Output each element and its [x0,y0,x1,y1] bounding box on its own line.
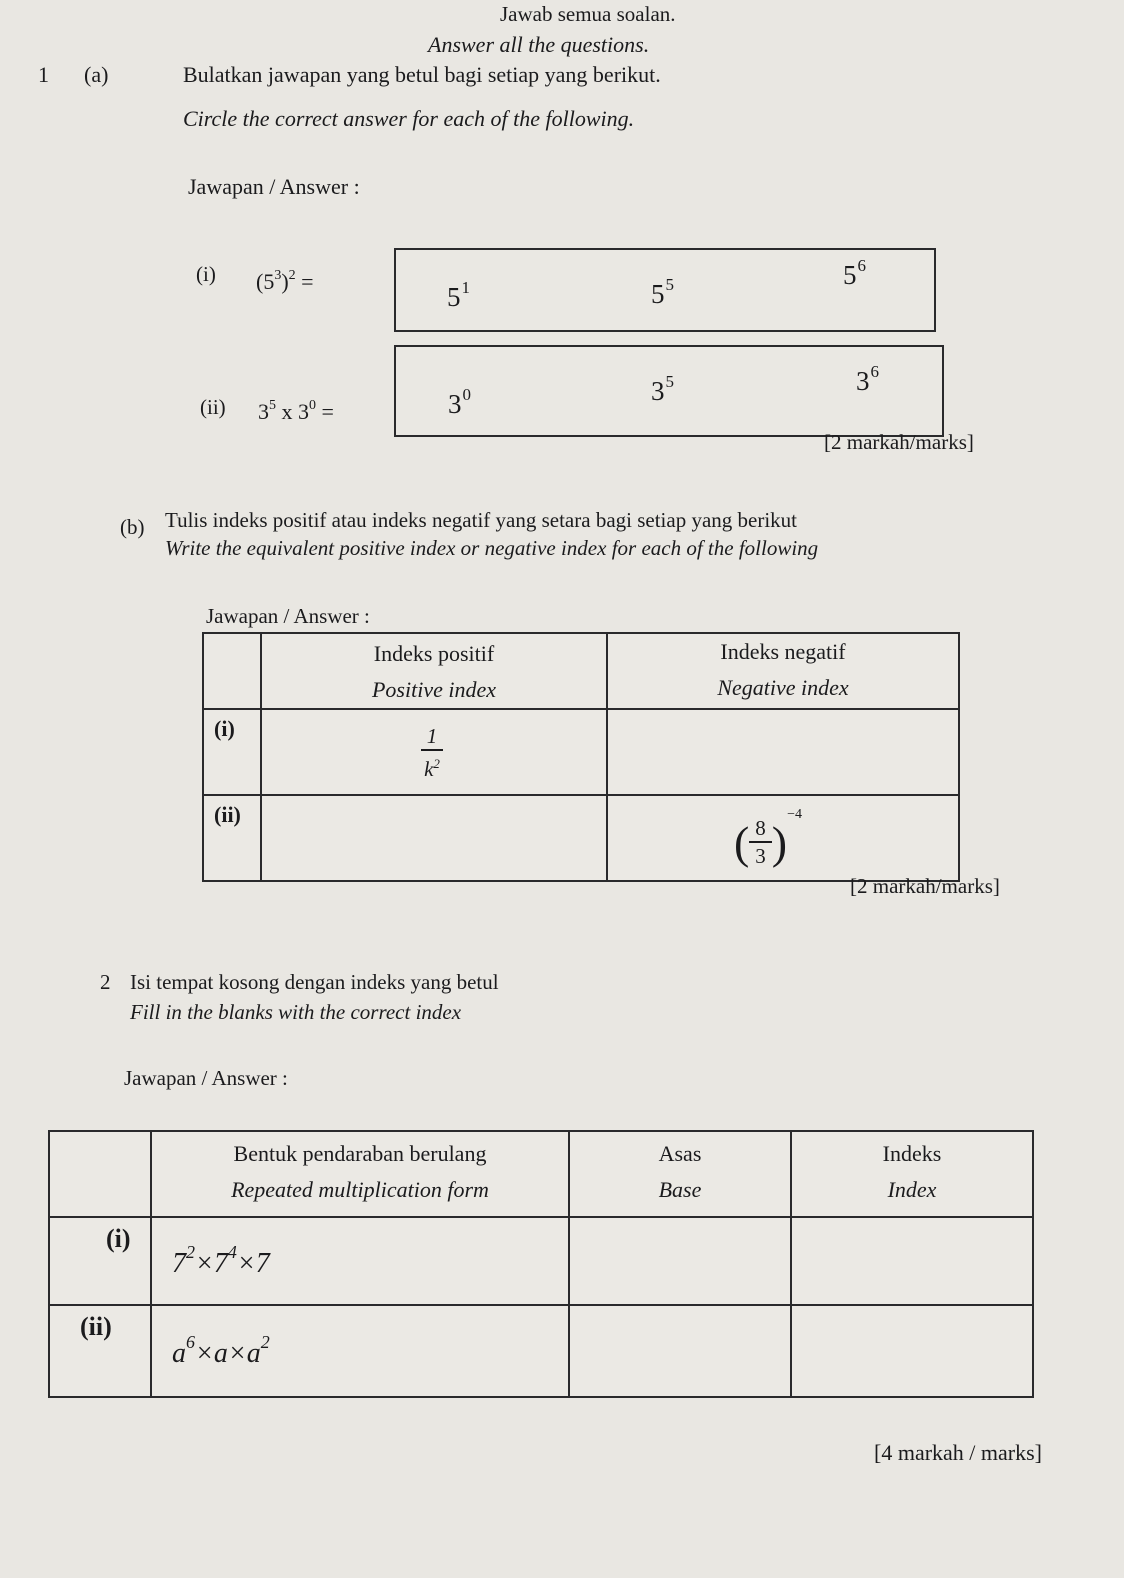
q2-row1-index-blank[interactable] [791,1217,1033,1305]
q1b-instruction-en: Write the equivalent positive index or negative index for each of the following [165,536,819,560]
q2-row1-form [151,1217,569,1305]
q2-header-form-ms: Bentuk pendaraban berulang [233,1141,487,1166]
q1b-row1-negative-blank[interactable] [607,709,959,795]
q2-instruction-en: Fill in the blanks with the correct index [130,1000,462,1024]
q2-header-index-ms: Indeks [882,1141,942,1166]
q1b-header-negative-en: Negative index [717,675,849,700]
q2-marks: [4 markah / marks] [874,1440,1042,1465]
q2-row2-index-blank[interactable] [791,1305,1033,1397]
q2-row1-label-cell [49,1217,151,1305]
q1b-row1-label: (i) [214,716,235,741]
q1a-item1-expression: $(5^3)^2$ = [256,268,314,294]
q2-header-base-ms: Asas [658,1141,702,1166]
q2-row2-label-cell [49,1305,151,1397]
header-ms: Jawab semua soalan. [500,2,676,26]
q2-header-index-en: Index [887,1177,937,1202]
q1b-row2-positive-blank[interactable] [261,795,607,881]
q1a-item2-label: (ii) [200,395,226,419]
q1b-table [202,632,960,882]
q1a-item1-option-1[interactable]: $5^1$ [447,278,470,312]
question-1-number: 1 [38,62,49,87]
q2-table [48,1130,1034,1398]
q1b-row2-negative [607,795,959,881]
q1b-row2-label: (ii) [214,802,241,827]
q1a-item2-option-2[interactable]: $3^5$ [651,372,674,406]
q1a-marks: [2 markah/marks] [824,430,974,454]
q2-row1-form-expression: $7^2\times 7^4\times 7$ [172,1242,270,1279]
q1b-instruction-ms: Tulis indeks positif atau indeks negatif yang setara bagi setiap yang berikut [165,508,798,532]
q1a-item1-option-3[interactable]: $5^6$ [843,256,866,290]
q1b-row1-positive-fraction: $\frac{1}{k^2}$ [421,723,444,782]
q2-header-form [151,1131,569,1217]
q1a-answer-label: Jawapan / Answer : [188,174,360,199]
question-2-number: 2 [100,970,111,994]
q1a-item2-option-3[interactable]: $3^6$ [856,362,879,396]
q1b-header-positive [261,633,607,709]
part-a-label: (a) [84,62,109,87]
q2-header-blank [49,1131,151,1217]
q2-row1-label: (i) [106,1224,131,1253]
part-b-label: (b) [120,515,145,539]
header-en: Answer all the questions. [428,32,650,57]
q2-row2-form-expression: $a^6\times a\times a^2$ [172,1332,270,1369]
q1b-row1-label-cell [203,709,261,795]
q1b-answer-label: Jawapan / Answer : [206,604,370,628]
q1b-marks: [2 markah/marks] [850,874,1000,898]
q1b-row1-positive [261,709,607,795]
q1b-header-positive-ms: Indeks positif [373,641,495,666]
q2-answer-label: Jawapan / Answer : [124,1066,288,1090]
q2-instruction-ms: Isi tempat kosong dengan indeks yang betul [130,970,499,994]
q2-row2-form [151,1305,569,1397]
q1a-item1-label: (i) [196,262,216,286]
q1a-item2-expression: $3^5$ x $3^0$ = [258,398,334,424]
q1a-item1-option-2[interactable]: $5^5$ [651,275,674,309]
q1a-item2-option-1[interactable]: $3^0$ [448,385,471,419]
q1a-instruction-en: Circle the correct answer for each of the following. [183,106,635,131]
q1b-header-negative [607,633,959,709]
q1b-header-positive-en: Positive index [371,677,496,702]
q1b-header-negative-ms: Indeks negatif [720,639,846,664]
q2-row2-label: (ii) [80,1312,112,1341]
q2-header-index [791,1131,1033,1217]
q2-row1-base-blank[interactable] [569,1217,791,1305]
q1b-header-blank [203,633,261,709]
q2-row2-base-blank[interactable] [569,1305,791,1397]
q2-header-form-en: Repeated multiplication form [231,1177,489,1202]
q1a-instruction-ms: Bulatkan jawapan yang betul bagi setiap yang berikut. [183,62,661,87]
q2-header-base [569,1131,791,1217]
q2-header-base-en: Base [658,1177,702,1202]
q1b-row2-negative-expression: ( $\frac{8}{3}$ )$^{-4}$ [733,806,803,869]
q1b-row2-label-cell [203,795,261,881]
